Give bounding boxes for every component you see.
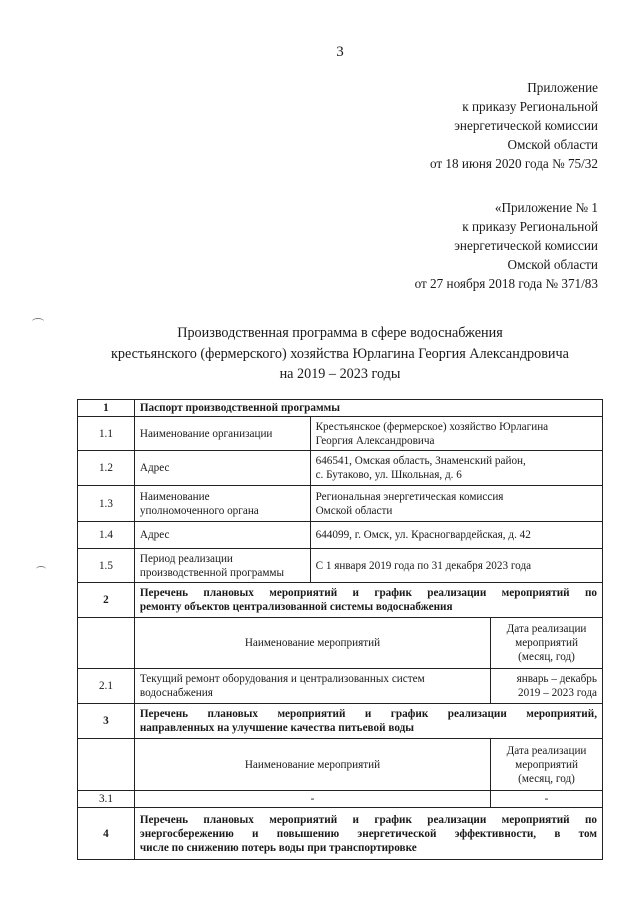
row-number: 1.4 [78, 522, 135, 549]
row-value: С 1 января 2019 года по 31 декабря 2023 года [310, 549, 602, 583]
header-line: (месяц, год) [518, 651, 575, 663]
section-title [134, 808, 602, 860]
date-line: январь – декабрь [516, 673, 597, 685]
header-line: (месяц, год) [518, 772, 575, 785]
label-line: уполномоченного органа [139, 504, 259, 517]
program-table [77, 399, 603, 860]
text-line: Текущий ремонт оборудования и централизованных систем [139, 673, 425, 685]
row-label [134, 549, 310, 583]
table-row [78, 522, 603, 549]
appendix-line: энергетической комиссии [454, 238, 598, 253]
section-title [134, 583, 602, 618]
table-row [78, 618, 603, 669]
title-line: Перечень плановых мероприятий и график реализации мероприятий по [139, 813, 597, 826]
column-header-name: Наименование мероприятий [134, 739, 490, 791]
appendix-line: энергетической комиссии [454, 118, 598, 133]
label-line: Наименование [139, 490, 210, 503]
title-line: ремонту объектов централизованной системы водоснабжения [139, 601, 453, 613]
title-line: энергосбережению и повышению энергетической эффективности, в том [139, 827, 597, 840]
scan-mark [36, 566, 46, 572]
header-line: мероприятий [515, 758, 578, 771]
section-title: Паспорт производственной программы [134, 400, 602, 417]
table-row [78, 791, 603, 808]
value-line: 646541, Омская область, Знаменский район, [315, 455, 526, 467]
appendix-header [430, 78, 598, 173]
row-number: 3 [78, 704, 135, 739]
page-number: 3 [336, 44, 344, 60]
document-title [40, 323, 640, 385]
value-line: Крестьянское (фермерское) хозяйство Юрлагина [315, 420, 549, 433]
text-line: водоснабжения [139, 687, 213, 699]
value-line: с. Бутаково, ул. Школьная, д. 6 [315, 469, 462, 481]
table-row [78, 400, 603, 417]
value-line: Омской области [315, 504, 393, 517]
table-row [78, 704, 603, 739]
column-header-name: Наименование мероприятий [134, 618, 490, 669]
table-row [78, 451, 603, 486]
row-label: Адрес [134, 451, 310, 486]
table-row [78, 669, 603, 704]
table-row [78, 486, 603, 522]
table-row [78, 417, 603, 451]
header-line: мероприятий [515, 637, 578, 649]
row-number: 2.1 [78, 669, 135, 704]
appendix-line: от 18 июня 2020 года № 75/32 [429, 156, 598, 171]
table-row [78, 739, 603, 791]
row-number: 1 [78, 400, 135, 417]
column-header-date [491, 739, 603, 791]
header-line: Дата реализации [506, 744, 587, 757]
title-line: крестьянского (фермерского) хозяйства Юрлагина Георгия Александровича [111, 345, 569, 362]
label-line: производственной программы [139, 566, 284, 579]
title-line: Производственная программа в сфере водоснабжения [177, 325, 503, 341]
row-number: 3.1 [78, 791, 135, 808]
row-number: 1.2 [78, 451, 135, 486]
activity-date: - [491, 791, 603, 808]
appendix-line: Приложение [527, 80, 598, 95]
title-line: числе по снижению потерь воды при транспортировке [139, 841, 417, 854]
date-line: 2019 – 2023 года [518, 687, 597, 699]
row-number: 4 [78, 808, 135, 860]
title-line: направленных на улучшение качества питьевой воды [139, 722, 414, 734]
value-line: Георгия Александровича [315, 434, 435, 447]
column-header-date [491, 618, 603, 669]
title-line: на 2019 – 2023 годы [279, 366, 401, 382]
title-line: Перечень плановых мероприятий и график реализации мероприятий по [139, 587, 597, 599]
row-value [310, 451, 602, 486]
appendix-line: Омской области [507, 137, 598, 152]
row-label [134, 486, 310, 522]
row-number: 1.1 [78, 417, 135, 451]
activity-text: - [134, 791, 490, 808]
row-label: Адрес [134, 522, 310, 549]
empty-cell [78, 618, 135, 669]
header-line: Дата реализации [506, 623, 587, 635]
appendix-line: к приказу Региональной [462, 219, 598, 234]
row-number: 1.5 [78, 549, 135, 583]
label-line: Период реализации [139, 552, 233, 565]
row-number: 2 [78, 583, 135, 618]
row-value [310, 417, 602, 451]
table-row [78, 549, 603, 583]
row-number: 1.3 [78, 486, 135, 522]
appendix-line: к приказу Региональной [462, 99, 598, 114]
appendix-line: Омской области [507, 257, 598, 272]
value-line: Региональная энергетическая комиссия [315, 490, 504, 503]
row-label: Наименование организации [134, 417, 310, 451]
empty-cell [78, 739, 135, 791]
row-value: 644099, г. Омск, ул. Красногвардейская, д. 42 [310, 522, 602, 549]
original-appendix-header [415, 198, 598, 293]
appendix-line: «Приложение № 1 [494, 200, 598, 215]
table-row [78, 583, 603, 618]
activity-date [491, 669, 603, 704]
table-row [78, 808, 603, 860]
activity-text [134, 669, 490, 704]
appendix-line: от 27 ноября 2018 года № 371/83 [414, 276, 598, 291]
section-title [134, 704, 602, 739]
title-line: Перечень плановых мероприятий и график реализации мероприятий, [139, 708, 597, 720]
row-value [310, 486, 602, 522]
